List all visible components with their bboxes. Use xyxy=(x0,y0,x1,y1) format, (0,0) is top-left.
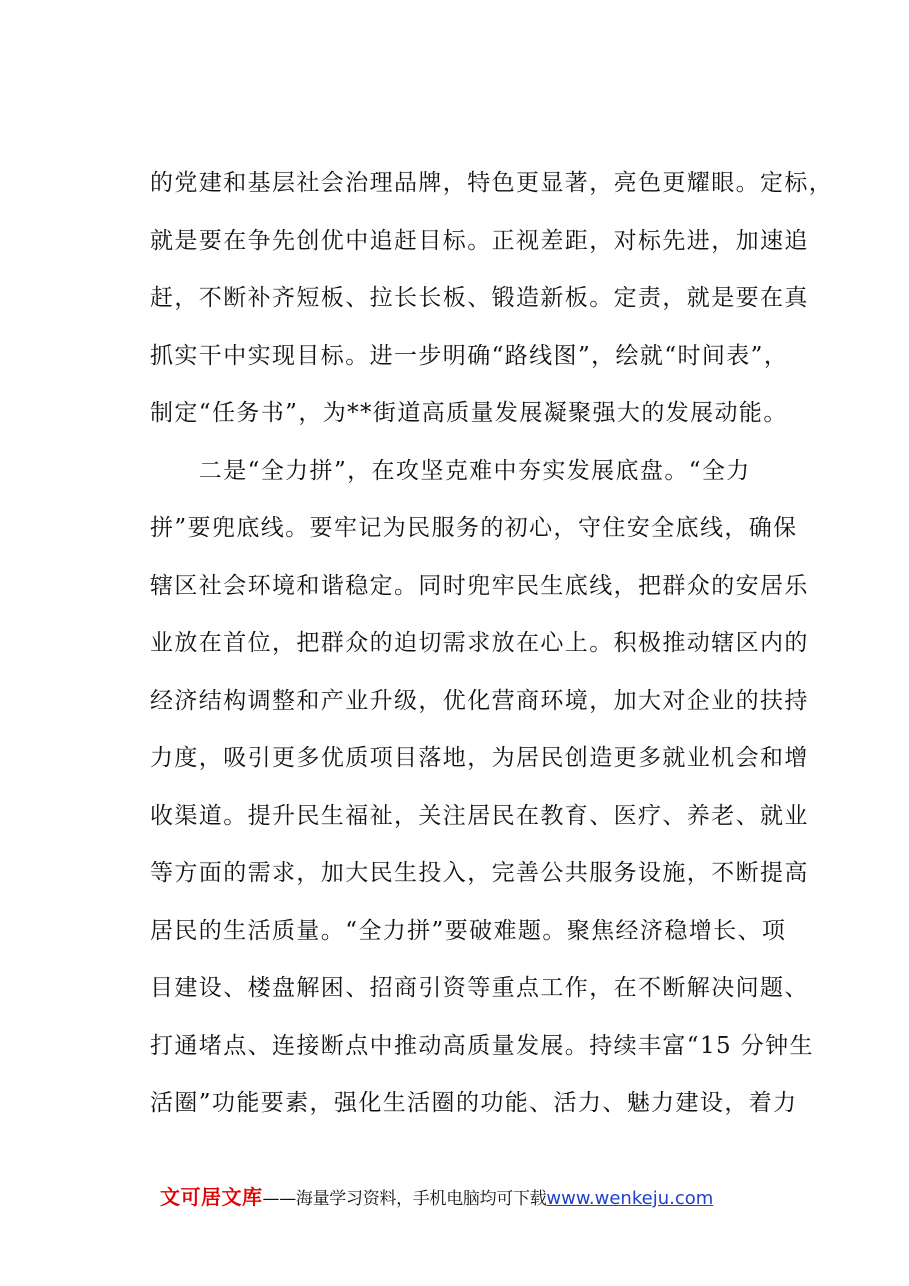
text-line: 居民的生活质量。“全力拼”要破难题。聚焦经济稳增长、项 xyxy=(150,917,787,944)
text-line: 等方面的需求，加大民生投入，完善公共服务设施，不断提高 xyxy=(150,860,809,886)
text-line: 的党建和基层社会治理品牌，特色更显著，亮色更耀眼。定标， xyxy=(150,170,834,196)
brand-name: 文可居文库 xyxy=(160,1185,263,1209)
website-link[interactable]: www.wenkeju.com xyxy=(546,1188,714,1209)
text-line: 经济结构调整和产业升级，优化营商环境，加大对企业的扶持 xyxy=(150,687,809,714)
text-line: 活圈”功能要素，强化生活圈的功能、活力、魅力建设，着力 xyxy=(150,1090,798,1116)
text-line: 收渠道。提升民生福祉，关注居民在教育、医疗、养老、就业 xyxy=(150,802,809,829)
text-line: 抓实干中实现目标。进一步明确“路线图”，绘就“时间表”， xyxy=(150,342,789,369)
text-line: 赶，不断补齐短板、拉长长板、锻造新板。定责，就是要在真 xyxy=(150,285,809,311)
paragraph-start-line: 二是“全力拼”，在攻坚克难中夯实发展底盘。“全力 xyxy=(150,457,751,484)
text-line: 制定“任务书”，为**街道高质量发展凝聚强大的发展动能。 xyxy=(150,400,788,426)
text-line: 目建设、楼盘解困、招商引资等重点工作，在不断解决问题、 xyxy=(150,975,809,1001)
text-line: 辖区社会环境和谐稳定。同时兜牢民生底线，把群众的安居乐 xyxy=(150,572,809,599)
footer-tagline: ——海量学习资料，手机电脑均可下载 xyxy=(262,1189,547,1209)
text-line: 力度，吸引更多优质项目落地，为居民创造更多就业机会和增 xyxy=(150,745,809,771)
document-body xyxy=(150,160,834,1138)
footer-banner xyxy=(160,1182,713,1212)
text-line: 拼”要兜底线。要牢记为民服务的初心，守住安全底线，确保 xyxy=(150,515,798,541)
text-line: 业放在首位，把群众的迫切需求放在心上。积极推动辖区内的 xyxy=(150,630,809,656)
text-line: 打通堵点、连接断点中推动高质量发展。持续丰富“15 分钟生 xyxy=(150,1032,814,1059)
text-line: 就是要在争先创优中追赶目标。正视差距，对标先进，加速追 xyxy=(150,227,809,254)
